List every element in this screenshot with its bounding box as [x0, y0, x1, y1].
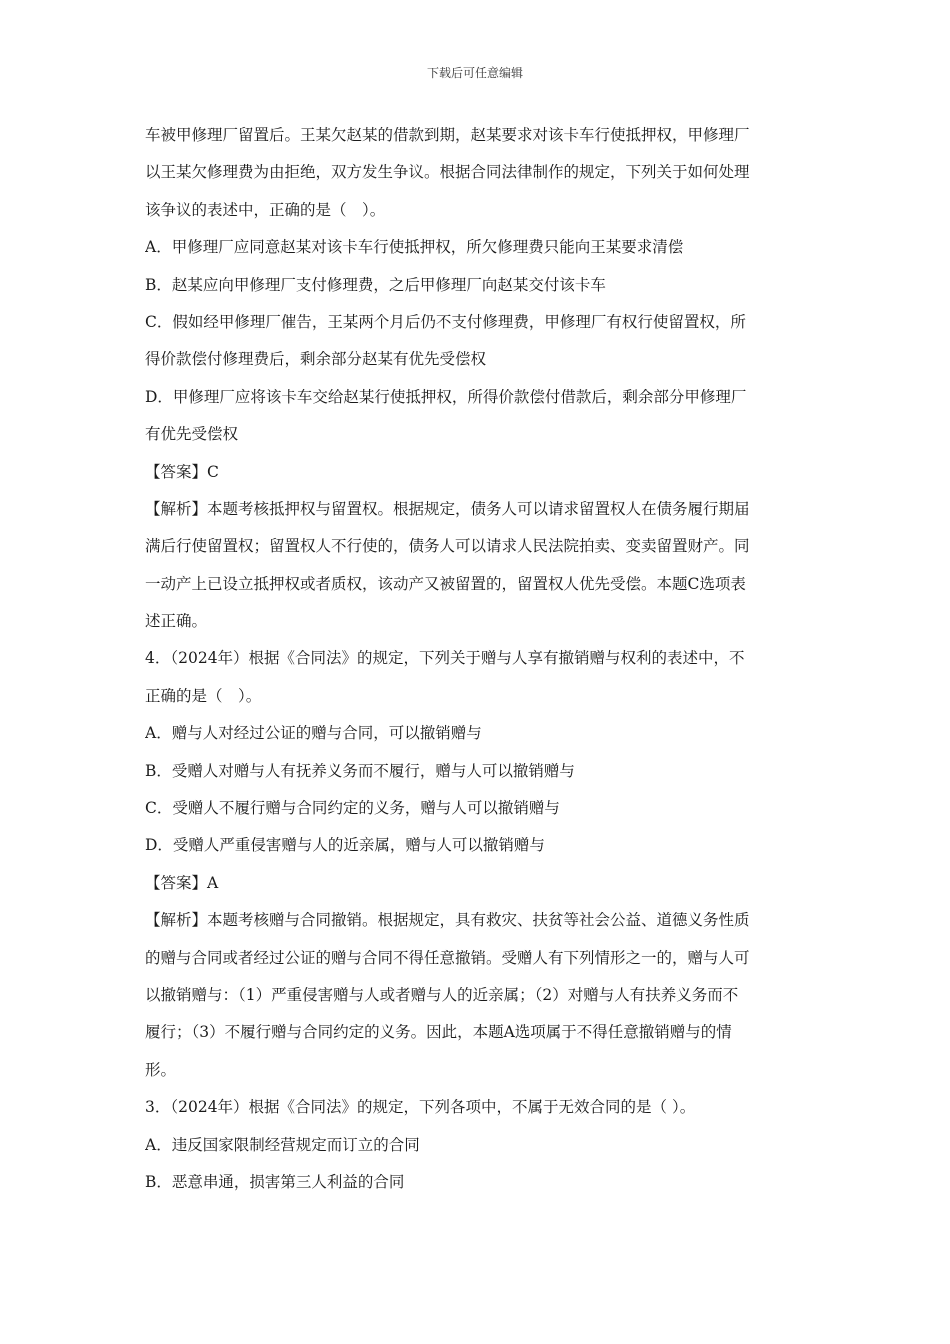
text-line: 以王某欠修理费为由拒绝，双方发生争议。根据合同法律制作的规定，下列关于如何处理: [145, 163, 750, 182]
document-body: [145, 117, 803, 1201]
question-3: 3．（2024年）根据《合同法》的规定，下列各项中，不属于无效合同的是（ ）。: [145, 1098, 696, 1117]
analysis-cont: 的赠与合同或者经过公证的赠与合同不得任意撤销。受赠人有下列情形之一的，赠与人可: [145, 948, 750, 967]
text-line: 该争议的表述中，正确的是（ ）。: [145, 200, 386, 219]
option-c: C．假如经甲修理厂催告，王某两个月后仍不支付修理费，甲修理厂有权行使留置权，所: [145, 312, 746, 331]
analysis: 【解析】本题考核赠与合同撤销。根据规定，具有救灾、扶贫等社会公益、道德义务性质: [145, 911, 750, 930]
page-header: 下载后可任意编辑: [426, 66, 523, 80]
question-4-cont: 正确的是（ ）。: [145, 686, 262, 705]
analysis-cont: 以撤销赠与：（1）严重侵害赠与人或者赠与人的近亲属；（2）对赠与人有扶养义务而不: [145, 985, 739, 1004]
answer: 【答案】A: [145, 873, 219, 892]
option-a: A．违反国家限制经营规定而订立的合同: [145, 1135, 420, 1154]
option-c-cont: 得价款偿付修理费后，剩余部分赵某有优先受偿权: [145, 350, 487, 369]
option-b: B．受赠人对赠与人有抚养义务而不履行，赠与人可以撤销赠与: [145, 761, 575, 780]
analysis-cont: 满后行使留置权；留置权人不行使的，债务人可以请求人民法院拍卖、变卖留置财产。同: [145, 537, 750, 556]
text-line: 车被甲修理厂留置后。王某欠赵某的借款到期，赵某要求对该卡车行使抵押权，甲修理厂: [145, 126, 750, 144]
option-d: D．受赠人严重侵害赠与人的近亲属，赠与人可以撤销赠与: [145, 836, 545, 855]
analysis-cont: 一动产上已设立抵押权或者质权，该动产又被留置的，留置权人优先受偿。本题C选项表: [145, 574, 746, 593]
option-d-cont: 有优先受偿权: [145, 425, 239, 444]
question-4: 4．（2024年）根据《合同法》的规定，下列关于赠与人享有撤销赠与权利的表述中，不: [145, 649, 745, 668]
option-b: B．恶意串通，损害第三人利益的合同: [145, 1172, 405, 1191]
option-d: D．甲修理厂应将该卡车交给赵某行使抵押权，所得价款偿付借款后，剩余部分甲修理厂: [145, 387, 747, 406]
analysis-cont: 述正确。: [145, 612, 208, 631]
analysis-cont: 履行；（3）不履行赠与合同约定的义务。因此，本题A选项属于不得任意撤销赠与的情: [145, 1023, 732, 1042]
option-a: A．甲修理厂应同意赵某对该卡车行使抵押权，所欠修理费只能向王某要求清偿: [145, 238, 684, 257]
option-c: C．受赠人不履行赠与合同约定的义务，赠与人可以撤销赠与: [145, 799, 560, 818]
answer: 【答案】C: [145, 462, 219, 481]
analysis: 【解析】本题考核抵押权与留置权。根据规定，债务人可以请求留置权人在债务履行期届: [145, 499, 750, 518]
option-a: A．赠与人对经过公证的赠与合同，可以撤销赠与: [145, 724, 482, 743]
analysis-cont: 形。: [145, 1060, 177, 1079]
option-b: B．赵某应向甲修理厂支付修理费，之后甲修理厂向赵某交付该卡车: [145, 275, 606, 294]
